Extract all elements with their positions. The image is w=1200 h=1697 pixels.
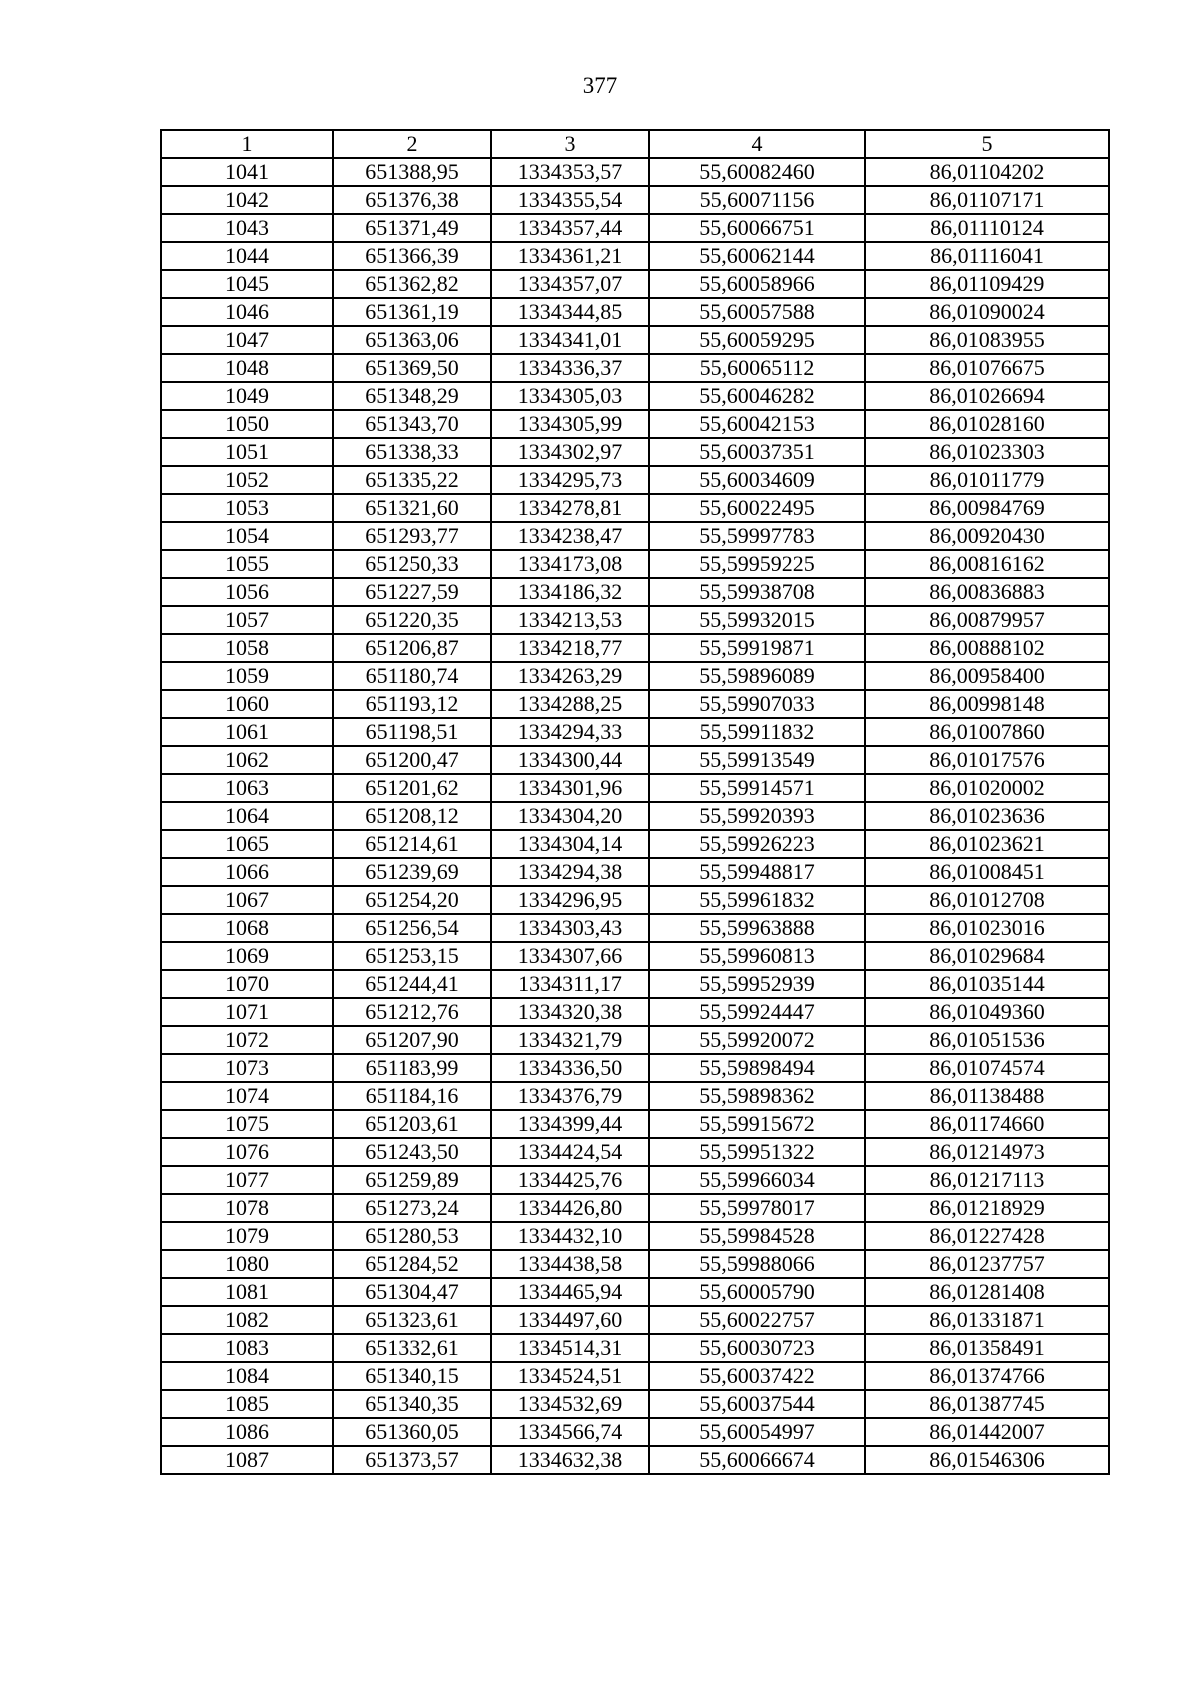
table-row	[161, 830, 1109, 858]
x-coordinate-cell: 651338,33	[333, 438, 491, 466]
point-number-cell: 1050	[161, 410, 333, 438]
point-number-cell: 1062	[161, 746, 333, 774]
y-coordinate-cell: 1334320,38	[491, 998, 649, 1026]
longitude-cell: 86,01214973	[865, 1138, 1109, 1166]
x-coordinate-cell: 651214,61	[333, 830, 491, 858]
longitude-cell: 86,00879957	[865, 606, 1109, 634]
x-coordinate-cell: 651335,22	[333, 466, 491, 494]
y-coordinate-cell: 1334424,54	[491, 1138, 649, 1166]
point-number-cell: 1048	[161, 354, 333, 382]
point-number-cell: 1067	[161, 886, 333, 914]
y-coordinate-cell: 1334566,74	[491, 1418, 649, 1446]
column-header: 5	[865, 130, 1109, 158]
table-row	[161, 746, 1109, 774]
latitude-cell: 55,60066751	[649, 214, 865, 242]
latitude-cell: 55,60071156	[649, 186, 865, 214]
x-coordinate-cell: 651193,12	[333, 690, 491, 718]
latitude-cell: 55,59984528	[649, 1222, 865, 1250]
x-coordinate-cell: 651206,87	[333, 634, 491, 662]
longitude-cell: 86,01023303	[865, 438, 1109, 466]
longitude-cell: 86,01026694	[865, 382, 1109, 410]
longitude-cell: 86,00998148	[865, 690, 1109, 718]
latitude-cell: 55,59898362	[649, 1082, 865, 1110]
longitude-cell: 86,01023016	[865, 914, 1109, 942]
latitude-cell: 55,59907033	[649, 690, 865, 718]
longitude-cell: 86,01237757	[865, 1250, 1109, 1278]
x-coordinate-cell: 651340,15	[333, 1362, 491, 1390]
x-coordinate-cell: 651376,38	[333, 186, 491, 214]
table-row	[161, 1334, 1109, 1362]
point-number-cell: 1052	[161, 466, 333, 494]
latitude-cell: 55,60037544	[649, 1390, 865, 1418]
x-coordinate-cell: 651243,50	[333, 1138, 491, 1166]
longitude-cell: 86,01083955	[865, 326, 1109, 354]
table-row	[161, 606, 1109, 634]
latitude-cell: 55,59963888	[649, 914, 865, 942]
y-coordinate-cell: 1334632,38	[491, 1446, 649, 1474]
longitude-cell: 86,01028160	[865, 410, 1109, 438]
y-coordinate-cell: 1334357,44	[491, 214, 649, 242]
longitude-cell: 86,01110124	[865, 214, 1109, 242]
longitude-cell: 86,01023636	[865, 802, 1109, 830]
longitude-cell: 86,01109429	[865, 270, 1109, 298]
table-row	[161, 1362, 1109, 1390]
y-coordinate-cell: 1334218,77	[491, 634, 649, 662]
point-number-cell: 1086	[161, 1418, 333, 1446]
longitude-cell: 86,01074574	[865, 1054, 1109, 1082]
x-coordinate-cell: 651284,52	[333, 1250, 491, 1278]
longitude-cell: 86,01049360	[865, 998, 1109, 1026]
table-row	[161, 1278, 1109, 1306]
y-coordinate-cell: 1334304,20	[491, 802, 649, 830]
y-coordinate-cell: 1334426,80	[491, 1194, 649, 1222]
latitude-cell: 55,60005790	[649, 1278, 865, 1306]
table-row	[161, 1082, 1109, 1110]
x-coordinate-cell: 651256,54	[333, 914, 491, 942]
latitude-cell: 55,59920393	[649, 802, 865, 830]
column-header: 1	[161, 130, 333, 158]
y-coordinate-cell: 1334376,79	[491, 1082, 649, 1110]
table-row	[161, 998, 1109, 1026]
x-coordinate-cell: 651259,89	[333, 1166, 491, 1194]
y-coordinate-cell: 1334514,31	[491, 1334, 649, 1362]
table-row	[161, 1446, 1109, 1474]
x-coordinate-cell: 651332,61	[333, 1334, 491, 1362]
column-header: 3	[491, 130, 649, 158]
point-number-cell: 1087	[161, 1446, 333, 1474]
latitude-cell: 55,59924447	[649, 998, 865, 1026]
longitude-cell: 86,01012708	[865, 886, 1109, 914]
point-number-cell: 1079	[161, 1222, 333, 1250]
x-coordinate-cell: 651361,19	[333, 298, 491, 326]
y-coordinate-cell: 1334278,81	[491, 494, 649, 522]
table-row	[161, 438, 1109, 466]
point-number-cell: 1061	[161, 718, 333, 746]
longitude-cell: 86,01116041	[865, 242, 1109, 270]
x-coordinate-cell: 651366,39	[333, 242, 491, 270]
latitude-cell: 55,59966034	[649, 1166, 865, 1194]
x-coordinate-cell: 651362,82	[333, 270, 491, 298]
x-coordinate-cell: 651220,35	[333, 606, 491, 634]
table-row	[161, 494, 1109, 522]
latitude-cell: 55,60042153	[649, 410, 865, 438]
latitude-cell: 55,60037351	[649, 438, 865, 466]
x-coordinate-cell: 651304,47	[333, 1278, 491, 1306]
y-coordinate-cell: 1334321,79	[491, 1026, 649, 1054]
table-row	[161, 1026, 1109, 1054]
latitude-cell: 55,59988066	[649, 1250, 865, 1278]
table-row	[161, 270, 1109, 298]
point-number-cell: 1046	[161, 298, 333, 326]
y-coordinate-cell: 1334213,53	[491, 606, 649, 634]
y-coordinate-cell: 1334305,03	[491, 382, 649, 410]
latitude-cell: 55,59960813	[649, 942, 865, 970]
latitude-cell: 55,59948817	[649, 858, 865, 886]
longitude-cell: 86,01076675	[865, 354, 1109, 382]
longitude-cell: 86,01227428	[865, 1222, 1109, 1250]
table-row	[161, 1166, 1109, 1194]
latitude-cell: 55,60062144	[649, 242, 865, 270]
y-coordinate-cell: 1334307,66	[491, 942, 649, 970]
x-coordinate-cell: 651348,29	[333, 382, 491, 410]
longitude-cell: 86,01029684	[865, 942, 1109, 970]
y-coordinate-cell: 1334336,50	[491, 1054, 649, 1082]
point-number-cell: 1057	[161, 606, 333, 634]
table-row	[161, 578, 1109, 606]
latitude-cell: 55,60034609	[649, 466, 865, 494]
y-coordinate-cell: 1334399,44	[491, 1110, 649, 1138]
table-body	[161, 130, 1109, 1474]
latitude-cell: 55,60022495	[649, 494, 865, 522]
x-coordinate-cell: 651212,76	[333, 998, 491, 1026]
column-header: 2	[333, 130, 491, 158]
point-number-cell: 1074	[161, 1082, 333, 1110]
table-row	[161, 354, 1109, 382]
y-coordinate-cell: 1334302,97	[491, 438, 649, 466]
y-coordinate-cell: 1334300,44	[491, 746, 649, 774]
point-number-cell: 1043	[161, 214, 333, 242]
point-number-cell: 1071	[161, 998, 333, 1026]
point-number-cell: 1041	[161, 158, 333, 186]
longitude-cell: 86,01331871	[865, 1306, 1109, 1334]
point-number-cell: 1054	[161, 522, 333, 550]
latitude-cell: 55,60057588	[649, 298, 865, 326]
longitude-cell: 86,01011779	[865, 466, 1109, 494]
point-number-cell: 1073	[161, 1054, 333, 1082]
longitude-cell: 86,01107171	[865, 186, 1109, 214]
y-coordinate-cell: 1334294,33	[491, 718, 649, 746]
table-row	[161, 802, 1109, 830]
longitude-cell: 86,01138488	[865, 1082, 1109, 1110]
table-row	[161, 914, 1109, 942]
longitude-cell: 86,00920430	[865, 522, 1109, 550]
table-row	[161, 466, 1109, 494]
longitude-cell: 86,00958400	[865, 662, 1109, 690]
y-coordinate-cell: 1334353,57	[491, 158, 649, 186]
y-coordinate-cell: 1334465,94	[491, 1278, 649, 1306]
point-number-cell: 1085	[161, 1390, 333, 1418]
x-coordinate-cell: 651273,24	[333, 1194, 491, 1222]
y-coordinate-cell: 1334238,47	[491, 522, 649, 550]
point-number-cell: 1078	[161, 1194, 333, 1222]
latitude-cell: 55,59961832	[649, 886, 865, 914]
table-row	[161, 942, 1109, 970]
coordinates-table	[160, 129, 1110, 1475]
latitude-cell: 55,60065112	[649, 354, 865, 382]
point-number-cell: 1070	[161, 970, 333, 998]
table-row	[161, 410, 1109, 438]
table-row	[161, 662, 1109, 690]
x-coordinate-cell: 651343,70	[333, 410, 491, 438]
point-number-cell: 1081	[161, 1278, 333, 1306]
latitude-cell: 55,60066674	[649, 1446, 865, 1474]
point-number-cell: 1045	[161, 270, 333, 298]
x-coordinate-cell: 651360,05	[333, 1418, 491, 1446]
table-row	[161, 522, 1109, 550]
y-coordinate-cell: 1334341,01	[491, 326, 649, 354]
table-row	[161, 858, 1109, 886]
point-number-cell: 1066	[161, 858, 333, 886]
longitude-cell: 86,01023621	[865, 830, 1109, 858]
point-number-cell: 1084	[161, 1362, 333, 1390]
longitude-cell: 86,01281408	[865, 1278, 1109, 1306]
x-coordinate-cell: 651227,59	[333, 578, 491, 606]
y-coordinate-cell: 1334432,10	[491, 1222, 649, 1250]
y-coordinate-cell: 1334186,32	[491, 578, 649, 606]
table-header-row	[161, 130, 1109, 158]
x-coordinate-cell: 651208,12	[333, 802, 491, 830]
point-number-cell: 1063	[161, 774, 333, 802]
table-row	[161, 690, 1109, 718]
y-coordinate-cell: 1334304,14	[491, 830, 649, 858]
x-coordinate-cell: 651254,20	[333, 886, 491, 914]
y-coordinate-cell: 1334296,95	[491, 886, 649, 914]
x-coordinate-cell: 651198,51	[333, 718, 491, 746]
column-header: 4	[649, 130, 865, 158]
y-coordinate-cell: 1334294,38	[491, 858, 649, 886]
y-coordinate-cell: 1334425,76	[491, 1166, 649, 1194]
table-row	[161, 1418, 1109, 1446]
y-coordinate-cell: 1334173,08	[491, 550, 649, 578]
point-number-cell: 1080	[161, 1250, 333, 1278]
point-number-cell: 1053	[161, 494, 333, 522]
x-coordinate-cell: 651239,69	[333, 858, 491, 886]
x-coordinate-cell: 651250,33	[333, 550, 491, 578]
y-coordinate-cell: 1334311,17	[491, 970, 649, 998]
latitude-cell: 55,60058966	[649, 270, 865, 298]
point-number-cell: 1083	[161, 1334, 333, 1362]
latitude-cell: 55,59913549	[649, 746, 865, 774]
point-number-cell: 1056	[161, 578, 333, 606]
y-coordinate-cell: 1334336,37	[491, 354, 649, 382]
latitude-cell: 55,59926223	[649, 830, 865, 858]
y-coordinate-cell: 1334361,21	[491, 242, 649, 270]
y-coordinate-cell: 1334303,43	[491, 914, 649, 942]
longitude-cell: 86,00984769	[865, 494, 1109, 522]
point-number-cell: 1047	[161, 326, 333, 354]
point-number-cell: 1068	[161, 914, 333, 942]
latitude-cell: 55,59896089	[649, 662, 865, 690]
point-number-cell: 1077	[161, 1166, 333, 1194]
x-coordinate-cell: 651321,60	[333, 494, 491, 522]
table-row	[161, 326, 1109, 354]
x-coordinate-cell: 651207,90	[333, 1026, 491, 1054]
x-coordinate-cell: 651373,57	[333, 1446, 491, 1474]
longitude-cell: 86,01051536	[865, 1026, 1109, 1054]
longitude-cell: 86,01007860	[865, 718, 1109, 746]
point-number-cell: 1049	[161, 382, 333, 410]
x-coordinate-cell: 651184,16	[333, 1082, 491, 1110]
table-row	[161, 1138, 1109, 1166]
y-coordinate-cell: 1334357,07	[491, 270, 649, 298]
longitude-cell: 86,01090024	[865, 298, 1109, 326]
x-coordinate-cell: 651203,61	[333, 1110, 491, 1138]
y-coordinate-cell: 1334438,58	[491, 1250, 649, 1278]
latitude-cell: 55,59919871	[649, 634, 865, 662]
table-row	[161, 1110, 1109, 1138]
latitude-cell: 55,59920072	[649, 1026, 865, 1054]
table-row	[161, 886, 1109, 914]
latitude-cell: 55,59952939	[649, 970, 865, 998]
x-coordinate-cell: 651340,35	[333, 1390, 491, 1418]
latitude-cell: 55,59898494	[649, 1054, 865, 1082]
x-coordinate-cell: 651244,41	[333, 970, 491, 998]
x-coordinate-cell: 651201,62	[333, 774, 491, 802]
latitude-cell: 55,60037422	[649, 1362, 865, 1390]
longitude-cell: 86,00888102	[865, 634, 1109, 662]
latitude-cell: 55,60030723	[649, 1334, 865, 1362]
table-row	[161, 1306, 1109, 1334]
latitude-cell: 55,59915672	[649, 1110, 865, 1138]
y-coordinate-cell: 1334305,99	[491, 410, 649, 438]
longitude-cell: 86,01035144	[865, 970, 1109, 998]
point-number-cell: 1058	[161, 634, 333, 662]
point-number-cell: 1042	[161, 186, 333, 214]
point-number-cell: 1051	[161, 438, 333, 466]
point-number-cell: 1065	[161, 830, 333, 858]
x-coordinate-cell: 651183,99	[333, 1054, 491, 1082]
y-coordinate-cell: 1334524,51	[491, 1362, 649, 1390]
longitude-cell: 86,01218929	[865, 1194, 1109, 1222]
longitude-cell: 86,00816162	[865, 550, 1109, 578]
y-coordinate-cell: 1334355,54	[491, 186, 649, 214]
x-coordinate-cell: 651200,47	[333, 746, 491, 774]
point-number-cell: 1076	[161, 1138, 333, 1166]
point-number-cell: 1059	[161, 662, 333, 690]
point-number-cell: 1069	[161, 942, 333, 970]
latitude-cell: 55,60059295	[649, 326, 865, 354]
y-coordinate-cell: 1334301,96	[491, 774, 649, 802]
page-number: 377	[582, 73, 618, 98]
y-coordinate-cell: 1334295,73	[491, 466, 649, 494]
point-number-cell: 1060	[161, 690, 333, 718]
latitude-cell: 55,60054997	[649, 1418, 865, 1446]
point-number-cell: 1072	[161, 1026, 333, 1054]
table-row	[161, 1250, 1109, 1278]
longitude-cell: 86,01374766	[865, 1362, 1109, 1390]
latitude-cell: 55,59978017	[649, 1194, 865, 1222]
longitude-cell: 86,01387745	[865, 1390, 1109, 1418]
longitude-cell: 86,01017576	[865, 746, 1109, 774]
y-coordinate-cell: 1334344,85	[491, 298, 649, 326]
table-row	[161, 298, 1109, 326]
latitude-cell: 55,60022757	[649, 1306, 865, 1334]
latitude-cell: 55,59997783	[649, 522, 865, 550]
y-coordinate-cell: 1334497,60	[491, 1306, 649, 1334]
table-row	[161, 774, 1109, 802]
latitude-cell: 55,59938708	[649, 578, 865, 606]
point-number-cell: 1044	[161, 242, 333, 270]
latitude-cell: 55,59959225	[649, 550, 865, 578]
latitude-cell: 55,59911832	[649, 718, 865, 746]
x-coordinate-cell: 651371,49	[333, 214, 491, 242]
longitude-cell: 86,01104202	[865, 158, 1109, 186]
x-coordinate-cell: 651293,77	[333, 522, 491, 550]
x-coordinate-cell: 651180,74	[333, 662, 491, 690]
table-row	[161, 186, 1109, 214]
table-row	[161, 1390, 1109, 1418]
table-row	[161, 1194, 1109, 1222]
longitude-cell: 86,01358491	[865, 1334, 1109, 1362]
point-number-cell: 1075	[161, 1110, 333, 1138]
table-row	[161, 970, 1109, 998]
x-coordinate-cell: 651253,15	[333, 942, 491, 970]
table-row	[161, 382, 1109, 410]
table-row	[161, 718, 1109, 746]
x-coordinate-cell: 651369,50	[333, 354, 491, 382]
table-row	[161, 1054, 1109, 1082]
longitude-cell: 86,01442007	[865, 1418, 1109, 1446]
x-coordinate-cell: 651280,53	[333, 1222, 491, 1250]
table-row	[161, 550, 1109, 578]
point-number-cell: 1082	[161, 1306, 333, 1334]
point-number-cell: 1055	[161, 550, 333, 578]
longitude-cell: 86,00836883	[865, 578, 1109, 606]
longitude-cell: 86,01008451	[865, 858, 1109, 886]
y-coordinate-cell: 1334288,25	[491, 690, 649, 718]
latitude-cell: 55,59951322	[649, 1138, 865, 1166]
longitude-cell: 86,01546306	[865, 1446, 1109, 1474]
table-row	[161, 158, 1109, 186]
longitude-cell: 86,01020002	[865, 774, 1109, 802]
table-row	[161, 634, 1109, 662]
longitude-cell: 86,01217113	[865, 1166, 1109, 1194]
y-coordinate-cell: 1334532,69	[491, 1390, 649, 1418]
latitude-cell: 55,60046282	[649, 382, 865, 410]
x-coordinate-cell: 651363,06	[333, 326, 491, 354]
longitude-cell: 86,01174660	[865, 1110, 1109, 1138]
table-row	[161, 214, 1109, 242]
latitude-cell: 55,60082460	[649, 158, 865, 186]
point-number-cell: 1064	[161, 802, 333, 830]
latitude-cell: 55,59932015	[649, 606, 865, 634]
y-coordinate-cell: 1334263,29	[491, 662, 649, 690]
latitude-cell: 55,59914571	[649, 774, 865, 802]
table-row	[161, 1222, 1109, 1250]
x-coordinate-cell: 651388,95	[333, 158, 491, 186]
x-coordinate-cell: 651323,61	[333, 1306, 491, 1334]
table-row	[161, 242, 1109, 270]
